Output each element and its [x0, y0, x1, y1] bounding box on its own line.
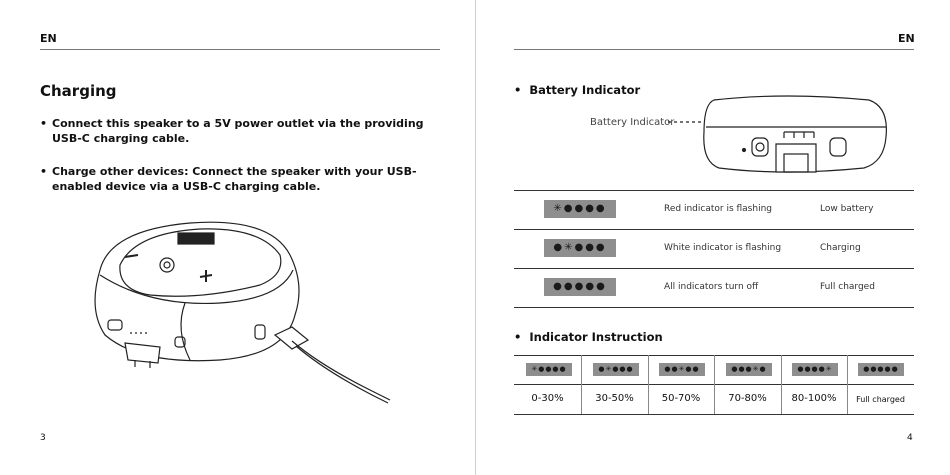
grid-divider [714, 355, 715, 414]
grid-divider [781, 355, 782, 414]
led-pattern-chip: ✳●●●● [544, 200, 616, 218]
led-level-chip: ●●●●● [858, 363, 904, 376]
led-level-chip: ●●✳●● [659, 363, 705, 376]
header-rule [514, 49, 914, 50]
page-title: Charging [40, 82, 117, 100]
level-range: Full charged [856, 395, 905, 404]
grid-divider [648, 355, 649, 414]
level-range: 70-80% [728, 393, 767, 404]
level-range: 0-30% [531, 393, 564, 404]
speaker-charging-illustration [80, 215, 400, 405]
bullet-text: Connect this speaker to a 5V power outlet via the providing USB-C charging cable. [52, 117, 424, 145]
battery-status: Low battery [820, 204, 874, 214]
table-rule [514, 268, 914, 269]
level-range: 30-50% [595, 393, 634, 404]
level-range: 80-100% [791, 393, 837, 404]
grid-divider [581, 355, 582, 414]
battery-status: Charging [820, 243, 861, 253]
section-heading-text: Battery Indicator [529, 83, 641, 97]
section-heading-indicator [514, 330, 663, 344]
level-range: 50-70% [661, 393, 701, 404]
section-heading-text: Indicator Instruction [529, 330, 663, 344]
indicator-description: White indicator is flashing [664, 243, 782, 253]
led-level-chip: ●✳●●● [593, 363, 639, 376]
led-level-chip: ✳●●●● [526, 363, 572, 376]
led-pattern-chip: ●●●●● [544, 278, 616, 296]
bullet-dot-icon: • [514, 83, 522, 97]
page-number: 4 [907, 433, 913, 443]
grid-divider [847, 355, 848, 414]
header-rule [40, 49, 440, 50]
bullet-dot-icon: • [40, 117, 48, 130]
battery-indicator-callout: Battery Indicator [590, 117, 675, 128]
bullet-item [40, 116, 440, 146]
indicator-description: All indicators turn off [664, 282, 759, 292]
table-rule [514, 307, 914, 308]
led-level-chip: ●●●●✳ [792, 363, 838, 376]
battery-status: Full charged [820, 282, 875, 292]
bullet-dot-icon: • [514, 330, 522, 344]
led-pattern-chip: ●✳●●● [544, 239, 616, 257]
bullet-item [40, 164, 440, 194]
language-label: EN [898, 32, 915, 45]
grid-rule [514, 414, 914, 415]
indicator-description: Red indicator is flashing [664, 204, 772, 214]
page-number: 3 [40, 433, 46, 443]
bullet-text: Charge other devices: Connect the speaker with your USB-enabled device via a USB-C charging cable. [52, 165, 417, 193]
table-rule [514, 190, 914, 191]
led-level-chip: ●●●✳● [726, 363, 772, 376]
language-label: EN [40, 32, 57, 45]
bullet-dot-icon: • [40, 165, 48, 178]
section-heading-battery [514, 83, 640, 97]
table-rule [514, 229, 914, 230]
speaker-front-illustration [664, 92, 894, 178]
